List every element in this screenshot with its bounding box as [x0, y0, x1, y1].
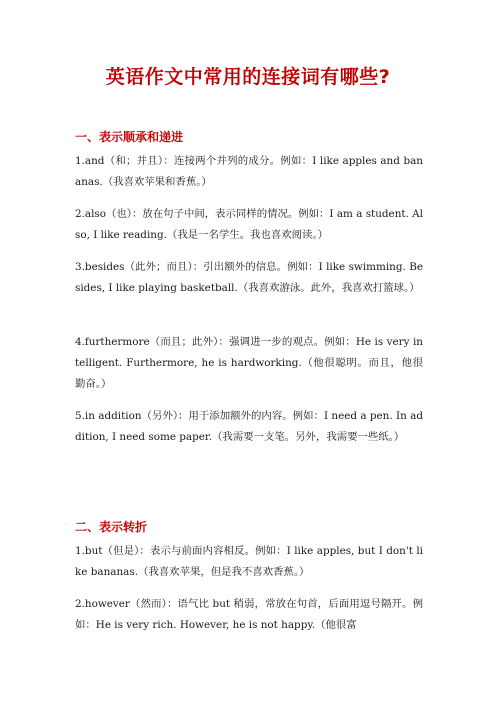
section-heading-contrast: 二、表示转折 [75, 520, 148, 534]
page-title: 英语作文中常用的连接词有哪些? [105, 66, 391, 88]
list-item: 2.also（也）：放在句子中间，表示同样的情况。例如：I am a student. Also, I like reading.（我是一名学生。我也喜欢阅读。） [75, 208, 423, 241]
section-heading-progression: 一、表示顺承和递进 [75, 130, 184, 144]
list-item: 5.in addition（另外）：用于添加额外的内容。例如：I need a pen. In addition, I need some paper.（我需要一支笔。另外，我需要一些纸。） [75, 410, 423, 443]
list-item: 1.but（但是）：表示与前面内容相反。例如：I like apples, but I don't like bananas.（我喜欢苹果，但是我不喜欢香蕉。） [75, 545, 423, 578]
list-item: 2.however（然而）：语气比 but 稍弱，常放在句首，后面用逗号隔开。例如：He is very rich. However, he is not happy.（他很富 [75, 598, 423, 631]
list-item: 1.and（和；并且）：连接两个并列的成分。例如：I like apples and bananas.（我喜欢苹果和香蕉。） [75, 155, 423, 188]
list-item: 4.furthermore（而且；此外）：强调进一步的观点。例如：He is very intelligent. Furthermore, he is hardworking.（他很聪明。而且，他很勤奋。） [75, 336, 423, 390]
list-item: 3.besides（此外；而且）：引出额外的信息。例如：I like swimming. Besides, I like playing basketball.（我喜欢游泳。此外，我喜欢打篮球。） [75, 261, 423, 294]
